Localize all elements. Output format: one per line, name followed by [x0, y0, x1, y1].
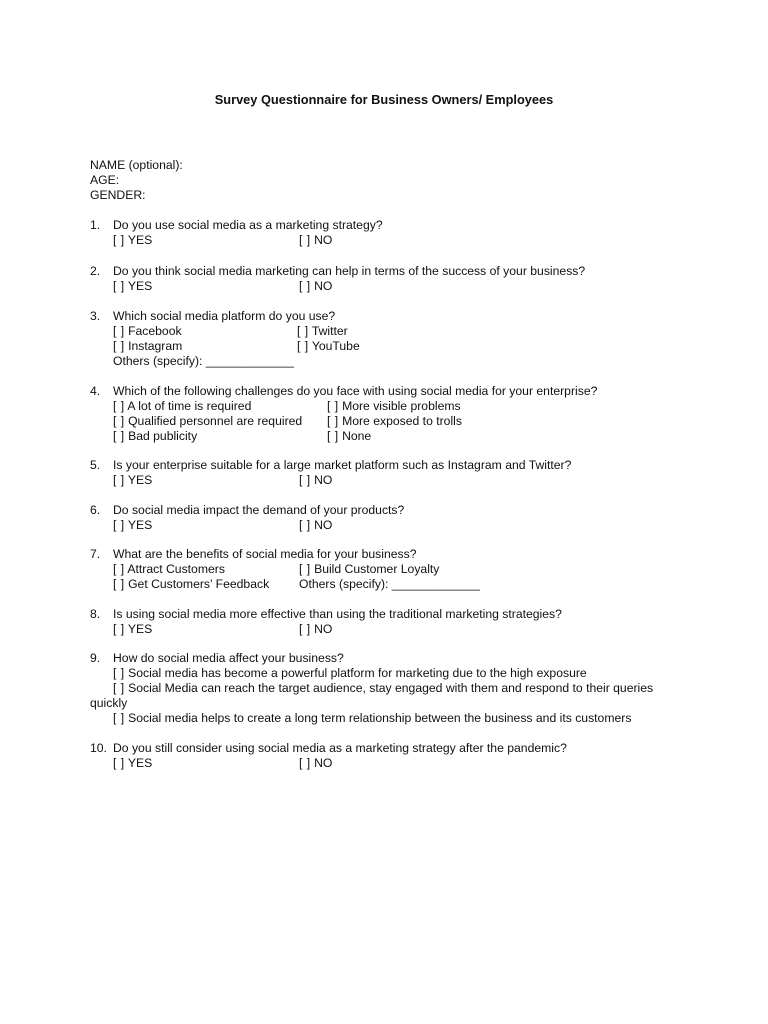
option-label-continuation: quickly: [90, 696, 128, 710]
checkbox-option-yes[interactable]: [113, 233, 152, 248]
checkbox-box[interactable]: [ ]: [113, 577, 125, 591]
question-2: [90, 264, 690, 294]
question-7: [90, 547, 690, 592]
option-label: NO: [314, 518, 333, 532]
checkbox-box[interactable]: [ ]: [113, 622, 125, 636]
question-number: 8.: [90, 607, 101, 621]
checkbox-option-no[interactable]: [299, 518, 332, 533]
option-label: Instagram: [128, 339, 183, 353]
option-label: YES: [127, 622, 153, 636]
option-label: YES: [127, 473, 153, 487]
question-5: [90, 458, 690, 488]
checkbox-option-no[interactable]: [299, 233, 332, 248]
option-label: YES: [127, 233, 153, 247]
checkbox-box[interactable]: [ ]: [299, 562, 311, 576]
checkbox-box[interactable]: [ ]: [113, 233, 125, 247]
checkbox-box[interactable]: [ ]: [113, 666, 125, 680]
checkbox-option-yes[interactable]: [113, 473, 152, 488]
checkbox-option-visible-problems[interactable]: [327, 399, 461, 414]
checkbox-box[interactable]: [ ]: [113, 711, 125, 725]
checkbox-option-instagram[interactable]: [113, 339, 182, 354]
option-label: YES: [127, 518, 153, 532]
checkbox-option-yes[interactable]: [113, 622, 152, 637]
question-10: [90, 741, 690, 771]
checkbox-option-none[interactable]: [327, 429, 371, 444]
checkbox-box[interactable]: [ ]: [297, 324, 309, 338]
checkbox-option-customer-feedback[interactable]: [113, 577, 269, 592]
checkbox-box[interactable]: [ ]: [113, 429, 125, 443]
option-label: Social media helps to create a long term relationship between the business and its customers: [128, 711, 632, 725]
checkbox-box[interactable]: [ ]: [113, 279, 125, 293]
checkbox-option-twitter[interactable]: [297, 324, 348, 339]
option-label: Social media has become a powerful platform for marketing due to the high exposure: [128, 666, 587, 680]
checkbox-option-no[interactable]: [299, 622, 332, 637]
checkbox-option-time-required[interactable]: [113, 399, 251, 414]
gender-field-label: GENDER:: [90, 188, 146, 202]
option-label: Qualified personnel are required: [128, 414, 303, 428]
checkbox-box[interactable]: [ ]: [113, 414, 125, 428]
option-label: NO: [314, 233, 333, 247]
option-label: More visible problems: [342, 399, 461, 413]
option-label: Attract Customers: [127, 562, 225, 576]
checkbox-box[interactable]: [ ]: [113, 399, 125, 413]
checkbox-box[interactable]: [ ]: [299, 233, 311, 247]
question-9: [90, 651, 690, 726]
checkbox-option-youtube[interactable]: [297, 339, 360, 354]
question-3: [90, 309, 690, 369]
option-label: Facebook: [128, 324, 182, 338]
checkbox-option-no[interactable]: [299, 279, 332, 294]
checkbox-box[interactable]: [ ]: [299, 622, 311, 636]
question-text: Do you still consider using social media as a marketing strategy after the pandemic?: [113, 741, 567, 755]
option-label: YES: [127, 279, 153, 293]
checkbox-option-attract-customers[interactable]: [113, 562, 225, 577]
checkbox-option-no[interactable]: [299, 473, 332, 488]
question-number: 9.: [90, 651, 101, 665]
question-4: [90, 384, 690, 444]
question-number: 7.: [90, 547, 101, 561]
checkbox-option-yes[interactable]: [113, 518, 152, 533]
option-label: Bad publicity: [128, 429, 198, 443]
question-1: [90, 218, 690, 248]
option-label: Twitter: [311, 324, 348, 338]
name-field-label: NAME (optional):: [90, 158, 183, 172]
option-label: A lot of time is required: [127, 399, 252, 413]
question-text: Is your enterprise suitable for a large market platform such as Instagram and Twitter?: [113, 458, 572, 472]
option-label: NO: [314, 622, 333, 636]
option-label: NO: [314, 756, 333, 770]
question-number: 2.: [90, 264, 101, 278]
checkbox-option-no[interactable]: [299, 756, 332, 771]
checkbox-box[interactable]: [ ]: [113, 681, 125, 695]
option-label: More exposed to trolls: [342, 414, 462, 428]
checkbox-option-bad-publicity[interactable]: [113, 429, 197, 444]
option-label: YouTube: [311, 339, 360, 353]
checkbox-option-reach-target-audience[interactable]: [113, 681, 653, 696]
checkbox-option-exposed-trolls[interactable]: [327, 414, 462, 429]
question-text: Which of the following challenges do you face with using social media for your enterprise?: [113, 384, 598, 398]
others-specify-field[interactable]: Others (specify): _____________: [113, 354, 294, 368]
question-number: 1.: [90, 218, 101, 232]
option-label: Build Customer Loyalty: [314, 562, 440, 576]
question-number: 6.: [90, 503, 101, 517]
checkbox-box[interactable]: [ ]: [113, 324, 125, 338]
checkbox-option-yes[interactable]: [113, 756, 152, 771]
respondent-fields: [90, 158, 183, 203]
question-text: How do social media affect your business?: [113, 651, 344, 665]
others-specify-field[interactable]: Others (specify): _____________: [299, 577, 480, 591]
checkbox-box[interactable]: [ ]: [299, 473, 311, 487]
question-number: 3.: [90, 309, 101, 323]
question-text: Do you use social media as a marketing strategy?: [113, 218, 383, 232]
question-6: [90, 503, 690, 533]
checkbox-option-facebook[interactable]: [113, 324, 182, 339]
question-8: [90, 607, 690, 637]
checkbox-option-yes[interactable]: [113, 279, 152, 294]
checkbox-box[interactable]: [ ]: [299, 756, 311, 770]
checkbox-box[interactable]: [ ]: [297, 339, 309, 353]
checkbox-box[interactable]: [ ]: [327, 429, 339, 443]
question-number: 10.: [90, 741, 107, 755]
checkbox-option-powerful-platform[interactable]: [113, 666, 587, 681]
checkbox-box[interactable]: [ ]: [327, 414, 339, 428]
option-label: Get Customers’ Feedback: [128, 577, 270, 591]
option-label: Social Media can reach the target audience, stay engaged with them and respond to their queries: [128, 681, 654, 695]
question-text: Which social media platform do you use?: [113, 309, 336, 323]
question-number: 4.: [90, 384, 101, 398]
checkbox-box[interactable]: [ ]: [113, 562, 125, 576]
checkbox-option-customer-loyalty[interactable]: [299, 562, 439, 577]
checkbox-box[interactable]: [ ]: [113, 339, 125, 353]
question-text: Do social media impact the demand of your products?: [113, 503, 405, 517]
checkbox-box[interactable]: [ ]: [299, 279, 311, 293]
option-label: NO: [314, 279, 333, 293]
question-number: 5.: [90, 458, 101, 472]
checkbox-option-long-term-relationship[interactable]: [113, 711, 631, 726]
age-field-label: AGE:: [90, 173, 120, 187]
option-label: None: [342, 429, 372, 443]
checkbox-box[interactable]: [ ]: [113, 756, 125, 770]
checkbox-box[interactable]: [ ]: [113, 473, 125, 487]
question-text: What are the benefits of social media for your business?: [113, 547, 417, 561]
question-text: Do you think social media marketing can help in terms of the success of your business?: [113, 264, 586, 278]
checkbox-box[interactable]: [ ]: [113, 518, 125, 532]
option-label: YES: [127, 756, 153, 770]
question-text: Is using social media more effective than using the traditional marketing strategies?: [113, 607, 562, 621]
checkbox-option-qualified-personnel[interactable]: [113, 414, 302, 429]
document-title: Survey Questionnaire for Business Owners/ Employees: [214, 92, 554, 107]
checkbox-box[interactable]: [ ]: [299, 518, 311, 532]
checkbox-box[interactable]: [ ]: [327, 399, 339, 413]
option-label: NO: [314, 473, 333, 487]
